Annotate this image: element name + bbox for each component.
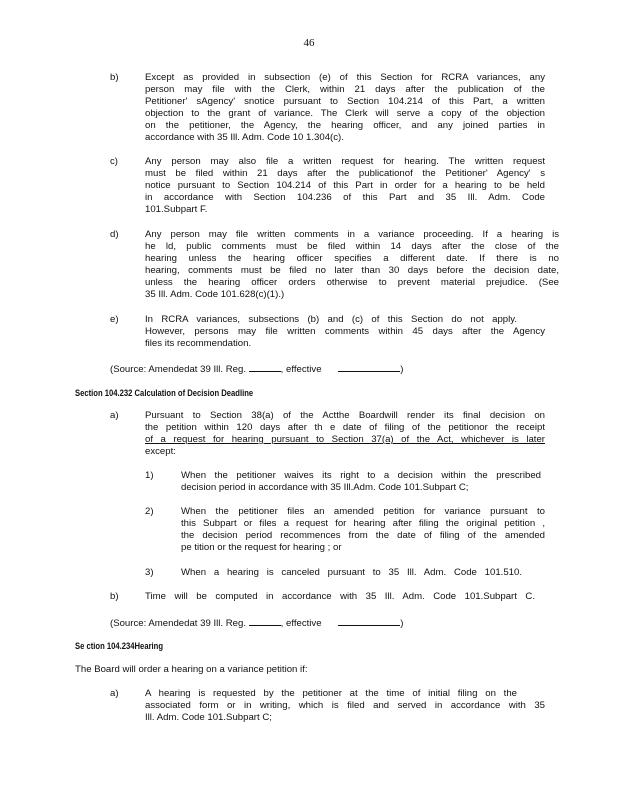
paragraph-line: hearing unless the hearing officer specifies a different date. If there is no	[145, 253, 559, 264]
item-label-2: 2)	[145, 506, 154, 517]
paragraph-line: unless the hearing officer orders otherwise to prevent material prejudice. (See	[145, 277, 559, 288]
paragraph-c	[145, 156, 545, 216]
item-label-a3: a)	[110, 688, 119, 699]
paragraph-b2	[145, 591, 535, 603]
paragraph-line: accordance with 35 Ill. Adm. Code 10 1.304(c).	[145, 132, 344, 143]
paragraph-1	[181, 470, 541, 494]
item-label-d: d)	[110, 229, 119, 240]
paragraph-line: person may file with the Clerk, within 21 days after the publication of the	[145, 84, 545, 95]
paragraph-line: decision period in accordance with 35 Ill.Adm. Code 101.Subpart C;	[181, 482, 469, 493]
paragraph-d	[145, 229, 559, 301]
item-label-e: e)	[110, 314, 119, 325]
paragraph-line: hearing, comments must be filed no later than 30 days before the decision date,	[145, 265, 559, 276]
section-heading-104-234: Se ction 104.234Hearing	[75, 641, 164, 651]
paragraph-line: the petition within 120 days after th e date of filing of the petitionor the receipt	[145, 422, 545, 433]
paragraph-line: Any person may also file a written request for hearing. The written request	[145, 156, 545, 167]
paragraph-line: he ld, public comments must be filed within 14 days after the close of the	[145, 241, 559, 252]
paragraph-line: files its recommendation.	[145, 338, 252, 349]
source-prefix: (Source: Amendedat 39 Ill. Reg.	[110, 364, 246, 375]
paragraph-line: must be filed within 21 days after the publicationof the Petitioner' Agency' s	[145, 168, 545, 179]
paragraph-line: in accordance with Section 104.236 of this Part and 35 Ill. Adm. Code	[145, 192, 545, 203]
paragraph-line: 101.Subpart F.	[145, 204, 208, 215]
intro-paragraph: The Board will order a hearing on a variance petition if:	[75, 664, 308, 675]
paragraph-line: the decision period recommences from the date of filing of the amended	[181, 530, 545, 541]
paragraph-line: 35 Ill. Adm. Code 101.628(c)(1).)	[145, 289, 285, 300]
paragraph-line: on the petitioner, the Agency, the hearing officer, and any joined parties in	[145, 120, 545, 131]
paragraph-3	[181, 567, 522, 579]
source-prefix: (Source: Amendedat 39 Ill. Reg.	[110, 618, 246, 629]
paragraph-a3	[145, 688, 545, 724]
blank-line	[338, 362, 400, 372]
paragraph-line: Time will be computed in accordance with 35 Ill. Adm. Code 101.Subpart C.	[145, 591, 535, 602]
source-effective: , effective	[280, 364, 322, 375]
paragraph-line: notice pursuant to Section 104.214 of this Part in order for a hearing to be held	[145, 180, 545, 191]
paragraph-line: Pursuant to Section 38(a) of the Actthe Boardwill render its final decision on	[145, 410, 545, 421]
paragraph-line: pe tition or the request for hearing ; or	[181, 542, 342, 553]
item-label-a: a)	[110, 410, 119, 421]
source-note-1	[110, 362, 403, 376]
paragraph-line: When a hearing is canceled pursuant to 35 Ill. Adm. Code 101.510.	[181, 567, 522, 578]
paragraph-line: In RCRA variances, subsections (b) and (c) of this Section do not apply.	[145, 314, 517, 325]
paragraph-line: When the petitioner files an amended petition for variance pursuant to	[181, 506, 545, 517]
item-label-b: b)	[110, 72, 119, 83]
paragraph-line: However, persons may file written comments within 45 days after the Agency	[145, 326, 545, 337]
paragraph-line: associated form or in writing, which is filed and served in accordance with 35	[145, 700, 545, 711]
blank-line	[249, 616, 281, 626]
paragraph-line: A hearing is requested by the petitioner at the time of initial filing on the	[145, 688, 517, 699]
paragraph-line: objection to the grant of variance. The Clerk will serve a copy of the objection	[145, 108, 545, 119]
paragraph-line: of a request for hearing pursuant to Section 37(a) of the Act, whichever is later	[145, 434, 545, 445]
paragraph-line: except:	[145, 446, 176, 457]
paragraph-line: Petitioner' sAgency' snotice pursuant to Section 104.214 of this Part, a written	[145, 96, 545, 107]
blank-line	[338, 616, 400, 626]
paragraph-line: Ill. Adm. Code 101.Subpart C;	[145, 712, 272, 723]
paragraph-a	[145, 410, 545, 458]
source-close: )	[400, 364, 404, 375]
paragraph-2	[181, 506, 545, 554]
page-number: 46	[303, 37, 315, 49]
paragraph-b	[145, 72, 545, 144]
paragraph-line: Any person may file written comments in a variance proceeding. If a hearing is	[145, 229, 559, 240]
section-heading-104-232: Section 104.232 Calculation of Decision Deadline	[75, 388, 254, 398]
item-label-3: 3)	[145, 567, 154, 578]
source-close: )	[400, 618, 404, 629]
paragraph-line: Except as provided in subsection (e) of this Section for RCRA variances, any	[145, 72, 545, 83]
paragraph-line: this Subpart or files a request for hearing after filing the original petition ,	[181, 518, 545, 529]
item-label-b2: b)	[110, 591, 119, 602]
blank-line	[249, 362, 281, 372]
item-label-1: 1)	[145, 470, 154, 481]
source-effective: , effective	[280, 618, 322, 629]
item-label-c: c)	[110, 156, 118, 167]
paragraph-e	[145, 314, 545, 350]
source-note-2	[110, 616, 403, 630]
paragraph-line: When the petitioner waives its right to a decision within the prescribed	[181, 470, 541, 481]
